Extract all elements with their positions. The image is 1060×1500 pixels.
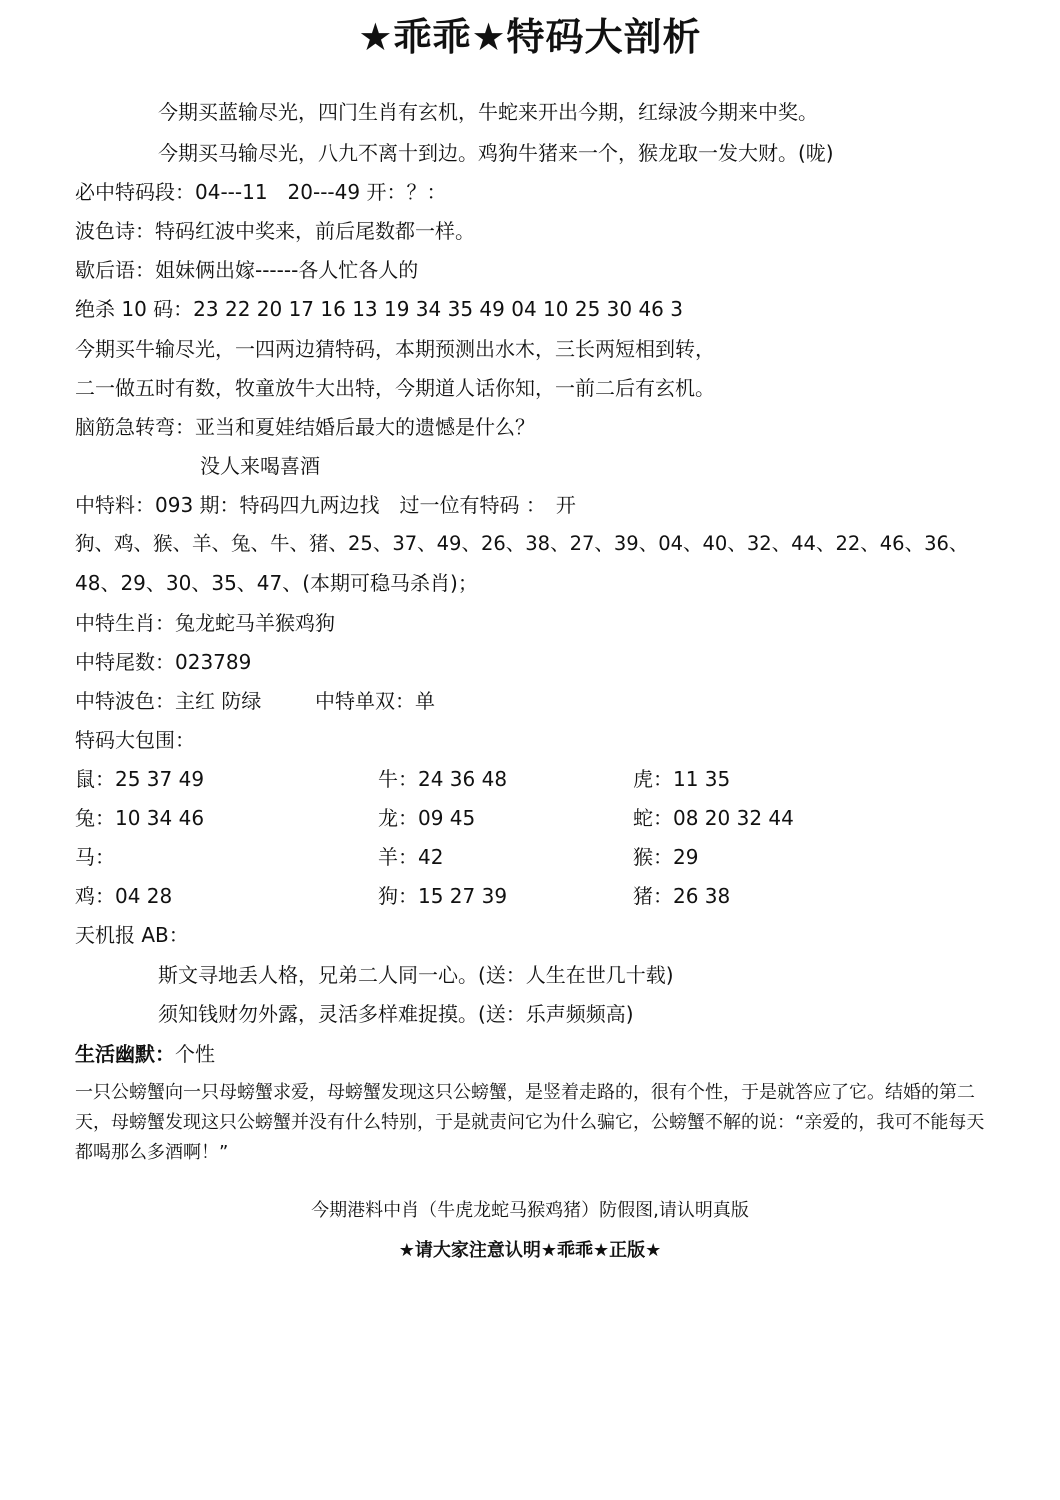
zodiac-numbers: 15 27 39 bbox=[418, 884, 508, 908]
humor-heading bbox=[75, 1041, 215, 1067]
zodiac-numbers: 09 45 bbox=[418, 806, 476, 830]
zodiac-cell bbox=[378, 805, 475, 831]
verse-line-2: 二一做五时有数，牧童放牛大出特，今期道人话你知，一前二后有玄机。 bbox=[75, 376, 715, 400]
zodiac-cell bbox=[75, 844, 115, 870]
zodiac-numbers: 25 37 49 bbox=[115, 767, 205, 791]
zodiac-cell bbox=[633, 805, 794, 831]
kill-ten-line: 绝杀 10 码：23 22 20 17 16 13 19 34 35 49 04 10 25 30 46 3 bbox=[75, 297, 683, 321]
verse-line-1: 今期买牛输尽光，一四两边猜特码，本期预测出水木，三长两短相到转， bbox=[75, 337, 715, 361]
page-title: ★乖乖★特码大剖析 bbox=[358, 15, 702, 59]
number-list-line-1: 狗、鸡、猴、羊、兔、牛、猪、25、37、49、26、38、27、39、04、40、32、44、22、46、36、 bbox=[75, 532, 969, 555]
zodiac-label: 羊： bbox=[378, 845, 418, 869]
zodiac-cell bbox=[75, 883, 172, 909]
zodiac-label: 虎： bbox=[633, 767, 673, 791]
zhongte-shengxiao-line: 中特生肖：兔龙蛇马羊猴鸡狗 bbox=[75, 611, 335, 635]
zhongte-material-line: 中特料：093 期：特码四九两边找 过一位有特码 ： 开 bbox=[75, 493, 576, 517]
zodiac-label: 蛇： bbox=[633, 806, 673, 830]
xiehouyu-line: 歇后语：姐妹俩出嫁------各人忙各人的 bbox=[75, 258, 419, 282]
segment-line: 必中特码段：04---11 20---49 开：？： bbox=[75, 180, 447, 204]
zodiac-cell bbox=[75, 766, 204, 792]
zodiac-numbers: 29 bbox=[673, 845, 699, 869]
humor-label: 生活幽默： bbox=[75, 1042, 175, 1066]
wave-poem-line: 波色诗：特码红波中奖来，前后尾数都一样。 bbox=[75, 219, 475, 243]
zodiac-numbers: 24 36 48 bbox=[418, 767, 508, 791]
zodiac-label: 鸡： bbox=[75, 884, 115, 908]
poem-line-2: 今期买马输尽光，八九不离十到边。鸡狗牛猪来一个，猴龙取一发大财。(咙) bbox=[158, 141, 834, 165]
zodiac-label: 兔： bbox=[75, 806, 115, 830]
zodiac-cell bbox=[75, 805, 204, 831]
zodiac-numbers: 11 35 bbox=[673, 767, 731, 791]
zodiac-cell bbox=[378, 766, 507, 792]
zodiac-label: 牛： bbox=[378, 767, 418, 791]
poem-line-1: 今期买蓝输尽光，四门生肖有玄机，牛蛇来开出今期，红绿波今期来中奖。 bbox=[158, 100, 818, 124]
zhongte-bose-line: 中特波色：主红 防绿 bbox=[75, 689, 262, 713]
humor-title: 个性 bbox=[175, 1042, 215, 1066]
zhongte-danshuang-line: 中特单双：单 bbox=[315, 689, 435, 713]
tianji-line-2: 须知钱财勿外露，灵活多样难捉摸。(送：乐声频频高) bbox=[158, 1002, 634, 1026]
zodiac-label: 猪： bbox=[633, 884, 673, 908]
zhongte-weishu-line: 中特尾数：023789 bbox=[75, 650, 252, 674]
package-label: 特码大包围： bbox=[75, 728, 195, 752]
zodiac-label: 马： bbox=[75, 845, 115, 869]
zodiac-numbers: 10 34 46 bbox=[115, 806, 205, 830]
zodiac-label: 狗： bbox=[378, 884, 418, 908]
zodiac-cell bbox=[633, 883, 730, 909]
zodiac-cell bbox=[633, 844, 698, 870]
zodiac-cell bbox=[378, 844, 443, 870]
zodiac-numbers: 26 38 bbox=[673, 884, 731, 908]
zodiac-numbers: 04 28 bbox=[115, 884, 173, 908]
zodiac-numbers: 42 bbox=[418, 845, 444, 869]
tianji-line-1: 斯文寻地丢人格，兄弟二人同一心。(送：人生在世几十载) bbox=[158, 963, 674, 987]
footer-notice: 今期港料中肖（牛虎龙蛇马猴鸡猪）防假图,请认明真版 bbox=[311, 1200, 749, 1221]
zodiac-cell bbox=[633, 766, 730, 792]
footer-authentic: ★请大家注意认明★乖乖★正版★ bbox=[398, 1240, 662, 1261]
brain-teaser-question: 脑筋急转弯：亚当和夏娃结婚后最大的遗憾是什么？ bbox=[75, 415, 535, 439]
zodiac-label: 猴： bbox=[633, 845, 673, 869]
humor-body: 一只公螃蟹向一只母螃蟹求爱，母螃蟹发现这只公螃蟹，是竖着走路的，很有个性，于是就答应了它。结婚的第二天，母螃蟹发现这只公螃蟹并没有什么特别，于是就责问它为什么骗它，公螃蟹不解的说：“亲爱的，我可不能每天都喝那么多酒啊！” bbox=[75, 1082, 985, 1163]
zodiac-cell bbox=[378, 883, 507, 909]
zodiac-label: 鼠： bbox=[75, 767, 115, 791]
brain-teaser-answer: 没人来喝喜酒 bbox=[200, 454, 320, 478]
zodiac-label: 龙： bbox=[378, 806, 418, 830]
zodiac-numbers: 08 20 32 44 bbox=[673, 806, 794, 830]
tianji-label: 天机报 AB： bbox=[75, 923, 189, 947]
number-list-line-2: 48、29、30、35、47、(本期可稳马杀肖)； bbox=[75, 571, 478, 595]
